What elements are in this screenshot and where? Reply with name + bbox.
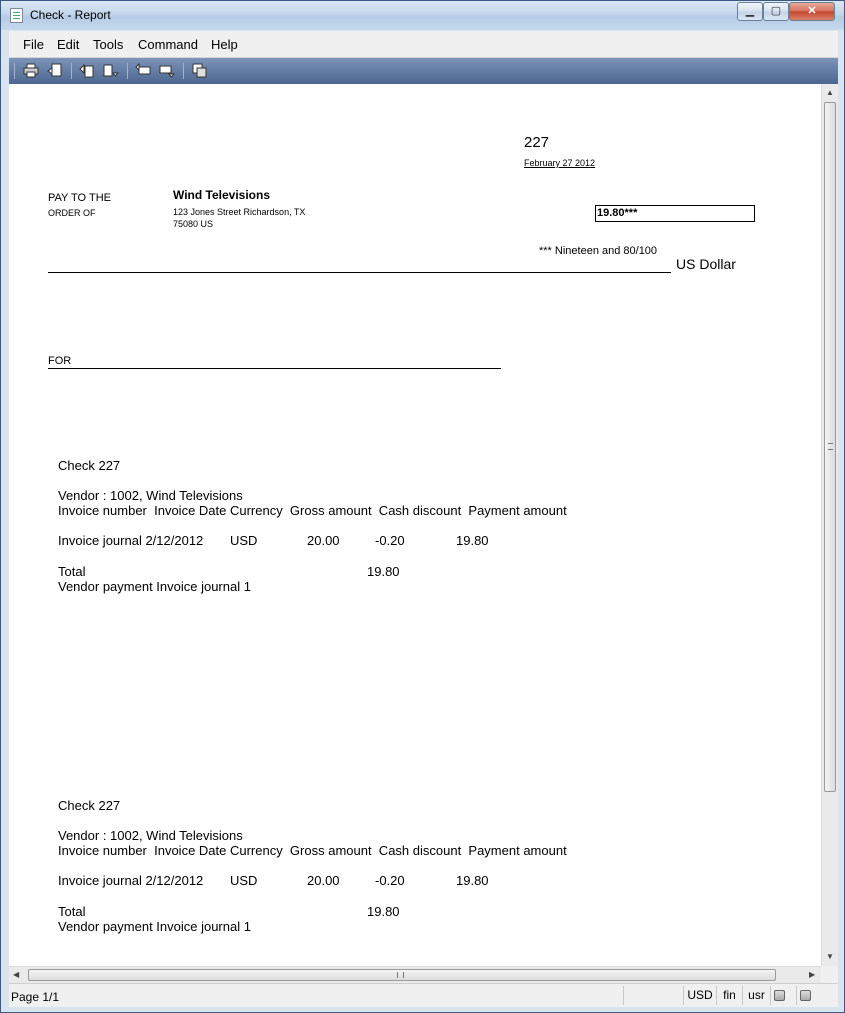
- scroll-left-icon[interactable]: ◀: [13, 970, 20, 979]
- next-page-icon[interactable]: [135, 63, 151, 78]
- horizontal-scrollbar[interactable]: [9, 966, 821, 983]
- currency-label: US Dollar: [676, 256, 736, 272]
- report-icon: [10, 8, 23, 23]
- scroll-down-icon[interactable]: ▼: [826, 952, 834, 961]
- toolbar-separator: [71, 63, 72, 79]
- title-bar: [1, 1, 844, 30]
- vertical-scrollbar[interactable]: [821, 84, 838, 966]
- stub-check-label: Check 227: [58, 458, 121, 473]
- first-page-icon[interactable]: [79, 63, 95, 78]
- stub-table-header: Invoice number Invoice Date Currency Gross amount Cash discount Payment amount: [58, 503, 567, 518]
- menu-edit[interactable]: Edit: [57, 37, 80, 52]
- stub-footer: Vendor payment Invoice journal 1: [58, 579, 251, 594]
- amount-line: [48, 272, 671, 273]
- stub-cash-discount: -0.20: [375, 533, 405, 548]
- payee-name: Wind Televisions: [173, 188, 271, 202]
- memo-line: [48, 368, 501, 369]
- page-indicator: Page 1/1: [11, 990, 60, 1004]
- stub-footer: Vendor payment Invoice journal 1: [58, 919, 251, 934]
- menu-file[interactable]: File: [23, 37, 44, 52]
- stub-vendor: Vendor : 1002, Wind Televisions: [58, 488, 243, 503]
- toolbar-separator: [127, 63, 128, 79]
- last-page-icon[interactable]: [159, 63, 175, 78]
- pay-to-label: PAY TO THE: [48, 192, 111, 204]
- stub-gross-amount: 20.00: [307, 533, 340, 548]
- stub-gross-amount: 20.00: [307, 873, 340, 888]
- report-page: [9, 84, 821, 966]
- menu-tools[interactable]: Tools: [93, 37, 124, 52]
- grip-icon: [397, 972, 404, 978]
- stub-currency: USD: [230, 873, 258, 888]
- stub-invoice: Invoice journal 2/12/2012: [58, 873, 204, 888]
- zoom-icon[interactable]: [192, 63, 208, 78]
- stub-total-label: Total: [58, 904, 86, 919]
- order-of-label: ORDER OF: [48, 208, 96, 218]
- amount-in-words: *** Nineteen and 80/100: [539, 245, 658, 257]
- check-number: 227: [524, 134, 550, 151]
- status-spacer: [623, 986, 683, 1005]
- status-currency[interactable]: USD: [683, 986, 716, 1005]
- vertical-scroll-thumb[interactable]: [824, 102, 836, 792]
- stub-total-value: 19.80: [367, 564, 400, 579]
- grip-icon: [828, 443, 833, 450]
- payee-address-line1: 123 Jones Street Richardson, TX: [173, 207, 306, 217]
- stub-check-label: Check 227: [58, 798, 121, 813]
- database-icon[interactable]: [774, 990, 785, 1001]
- stub-table-header: Invoice number Invoice Date Currency Gross amount Cash discount Payment amount: [58, 843, 567, 858]
- close-button[interactable]: ✕: [789, 2, 835, 21]
- print-preview-icon[interactable]: [47, 63, 63, 78]
- stub-vendor: Vendor : 1002, Wind Televisions: [58, 828, 243, 843]
- stub-invoice: Invoice journal 2/12/2012: [58, 533, 204, 548]
- previous-page-icon[interactable]: [103, 63, 119, 78]
- stub-total-label: Total: [58, 564, 86, 579]
- stub-total-value: 19.80: [367, 904, 400, 919]
- status-bar: [9, 983, 838, 1007]
- cylinder-icon[interactable]: [800, 990, 811, 1001]
- toolbar-separator: [183, 63, 184, 79]
- status-company[interactable]: fin: [716, 986, 742, 1005]
- toolbar-separator: [14, 63, 15, 79]
- stub-payment-amount: 19.80: [456, 873, 489, 888]
- amount-box: 19.80***: [595, 205, 755, 222]
- status-layer[interactable]: usr: [742, 986, 770, 1005]
- menu-command[interactable]: Command: [138, 37, 198, 52]
- scrollbar-corner: [821, 966, 838, 983]
- toolbar: [9, 58, 838, 84]
- for-label: FOR: [48, 355, 72, 367]
- stub-currency: USD: [230, 533, 258, 548]
- print-icon[interactable]: [23, 63, 39, 78]
- menu-help[interactable]: Help: [211, 37, 238, 52]
- stub-payment-amount: 19.80: [456, 533, 489, 548]
- payee-address-line2: 75080 US: [173, 219, 214, 229]
- horizontal-scroll-thumb[interactable]: [28, 969, 776, 981]
- menu-bar: [9, 31, 838, 58]
- maximize-button[interactable]: ▢: [763, 2, 789, 21]
- window-title: Check - Report: [30, 8, 111, 22]
- scroll-up-icon[interactable]: ▲: [826, 88, 834, 97]
- stub-cash-discount: -0.20: [375, 873, 405, 888]
- check-date: February 27 2012: [524, 158, 596, 168]
- minimize-button[interactable]: ▁: [737, 2, 763, 21]
- scroll-right-icon[interactable]: ▶: [809, 970, 816, 979]
